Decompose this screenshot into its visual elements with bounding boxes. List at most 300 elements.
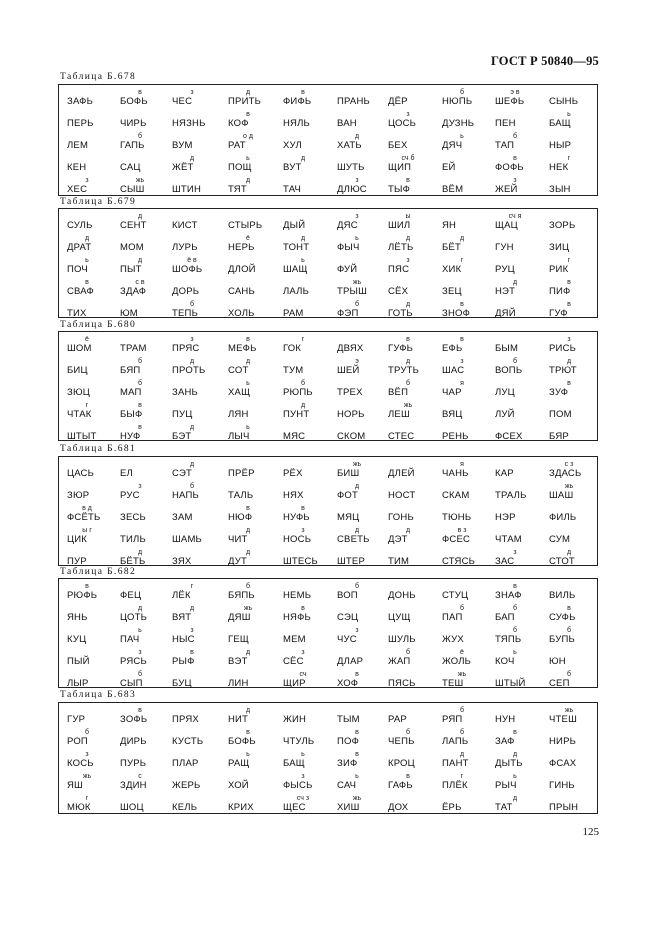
table-cell <box>493 424 547 446</box>
table-cell <box>170 111 224 133</box>
phoneme-annotation: з <box>190 336 194 343</box>
word: ЮМ <box>120 308 138 319</box>
table-cell <box>440 358 494 380</box>
word: БАП <box>495 612 515 623</box>
table-row <box>59 133 597 155</box>
table-cell <box>118 605 172 627</box>
table-cell <box>281 133 335 155</box>
word: ХУЛ <box>283 140 302 151</box>
table-cell <box>335 257 389 279</box>
table-cell <box>170 279 224 301</box>
phoneme-annotation: б <box>459 605 464 612</box>
table-cell <box>547 424 601 446</box>
table-cell <box>547 751 601 773</box>
table-cell <box>118 380 172 402</box>
table-cell <box>170 424 224 446</box>
word: ПРИТЬ <box>228 96 262 107</box>
table-row <box>59 483 597 505</box>
table-cell <box>386 627 440 649</box>
word-table <box>58 702 598 814</box>
phoneme-annotation: б <box>354 583 359 590</box>
table-cell <box>281 380 335 402</box>
table-cell <box>386 505 440 527</box>
table-cell <box>226 773 280 795</box>
word: ЖУХ <box>442 634 464 645</box>
table-row <box>59 751 597 773</box>
table-row <box>59 402 597 424</box>
phoneme-annotation: з <box>355 213 359 220</box>
word: КЕЛЬ <box>172 802 198 813</box>
word: ПОЧ <box>67 264 88 275</box>
table-cell <box>493 795 547 817</box>
word: САЧ <box>337 780 357 791</box>
word: ЛУРЬ <box>172 242 198 253</box>
word: ДОНЬ <box>388 590 416 601</box>
phoneme-annotation: д <box>84 235 90 242</box>
table-cell <box>335 671 389 693</box>
word: ГЕЩ <box>228 634 249 645</box>
word: НЫС <box>172 634 195 645</box>
table-cell <box>386 461 440 483</box>
table-cell <box>170 358 224 380</box>
word: ПРАНЬ <box>337 96 370 107</box>
word: НОСЬ <box>283 534 312 545</box>
phoneme-annotation: г <box>567 155 571 162</box>
table-cell <box>118 461 172 483</box>
table-cell <box>65 336 119 358</box>
table-cell <box>335 336 389 358</box>
word: ФСЕС <box>442 534 471 545</box>
table-cell <box>440 279 494 301</box>
word: ЗДИН <box>120 780 147 791</box>
table-cell <box>493 177 547 199</box>
table-row <box>59 235 597 257</box>
table-cell <box>440 155 494 177</box>
phoneme-annotation: з <box>513 549 517 556</box>
table-cell <box>226 301 280 323</box>
word: РЯП <box>442 714 463 725</box>
word: ТЫМ <box>337 714 360 725</box>
phoneme-annotation: б <box>512 627 517 634</box>
phoneme-annotation: в <box>567 301 571 308</box>
table-cell <box>118 729 172 751</box>
table-cell <box>281 483 335 505</box>
phoneme-annotation: г <box>85 795 89 802</box>
phoneme-annotation: з <box>301 649 305 656</box>
word: ЗАС <box>495 556 515 567</box>
word: НЯЗНЬ <box>172 118 206 129</box>
word: ПОЩ <box>228 162 252 173</box>
table-cell <box>226 177 280 199</box>
table-cell <box>170 527 224 549</box>
table-cell <box>440 483 494 505</box>
word: РЕНЬ <box>442 431 469 442</box>
word: ПАП <box>442 612 463 623</box>
table-cell <box>226 729 280 751</box>
word: ДЯС <box>337 220 358 231</box>
phoneme-annotation: з <box>355 177 359 184</box>
word: ШАМЬ <box>172 534 202 545</box>
word: ТЫФ <box>388 184 411 195</box>
phoneme-annotation: в з <box>457 527 467 534</box>
word: ПАНТ <box>442 758 469 769</box>
table-cell <box>65 257 119 279</box>
word: РОП <box>67 736 88 747</box>
word: НЫР <box>549 140 572 151</box>
table-row <box>59 627 597 649</box>
table-cell <box>335 505 389 527</box>
table-cell <box>440 380 494 402</box>
word: МАП <box>120 387 142 398</box>
table-cell <box>547 133 601 155</box>
word: НУФЬ <box>283 512 310 523</box>
word: ЛЫР <box>67 678 89 689</box>
word: ХИК <box>442 264 462 275</box>
phoneme-annotation: ё <box>246 235 250 242</box>
word: ТЯПЬ <box>495 634 522 645</box>
word: ЦАСЬ <box>67 468 95 479</box>
table-cell <box>281 605 335 627</box>
word: СКАМ <box>442 490 470 501</box>
phoneme-annotation: ь <box>138 627 142 634</box>
table-cell <box>386 358 440 380</box>
word: ЧИТ <box>228 534 248 545</box>
word: ГУФ <box>549 308 568 319</box>
word: РИСЬ <box>549 343 577 354</box>
table-cell <box>493 729 547 751</box>
word: ПОМ <box>549 409 572 420</box>
table-cell <box>335 279 389 301</box>
phoneme-annotation: жь <box>564 707 574 714</box>
word: ЛЁТЬ <box>388 242 414 253</box>
table-cell <box>65 402 119 424</box>
word: ФОТ <box>337 490 359 501</box>
word: ЩИР <box>283 678 306 689</box>
table-row <box>59 213 597 235</box>
phoneme-annotation: д <box>405 527 411 534</box>
word: ПРЯС <box>172 343 200 354</box>
table-cell <box>170 257 224 279</box>
table-cell <box>226 380 280 402</box>
word: ЧТАК <box>67 409 92 420</box>
phoneme-annotation: в <box>406 336 410 343</box>
word: МЮК <box>67 802 91 813</box>
table-cell <box>170 773 224 795</box>
phoneme-annotation: д <box>137 213 143 220</box>
phoneme-annotation: б <box>189 301 194 308</box>
table-cell <box>226 279 280 301</box>
table-cell <box>226 583 280 605</box>
word: ТРЕХ <box>337 387 363 398</box>
table-cell <box>547 773 601 795</box>
table-cell <box>281 424 335 446</box>
table-cell <box>226 358 280 380</box>
word: ГУФЬ <box>388 343 414 354</box>
word: ЧТУЛЬ <box>283 736 315 747</box>
table-title: Таблица Б.679 <box>60 197 137 207</box>
word: ФСАХ <box>549 758 577 769</box>
table-cell <box>65 527 119 549</box>
word: ВЭТ <box>228 656 248 667</box>
table-cell <box>226 751 280 773</box>
word: ТИМ <box>388 556 410 567</box>
phoneme-annotation: о д <box>243 133 253 140</box>
phoneme-annotation: б <box>512 605 517 612</box>
table-row <box>59 424 597 446</box>
table-cell <box>226 795 280 817</box>
phoneme-annotation: з <box>190 89 194 96</box>
word: ГАПЬ <box>120 140 145 151</box>
phoneme-annotation: д <box>245 549 251 556</box>
table-cell <box>118 583 172 605</box>
table-cell <box>226 461 280 483</box>
table-cell <box>335 111 389 133</box>
word: БАЩ <box>283 758 305 769</box>
table-cell <box>118 402 172 424</box>
word: ЗИЦ <box>549 242 570 253</box>
table-cell <box>281 627 335 649</box>
table-cell <box>335 549 389 571</box>
word: САНЬ <box>228 286 255 297</box>
word: САЦ <box>120 162 141 173</box>
word: ЗОФЬ <box>120 714 148 725</box>
table-cell <box>118 213 172 235</box>
phoneme-annotation: жь <box>457 671 467 678</box>
table-cell <box>170 235 224 257</box>
word: ДЭТ <box>388 534 408 545</box>
word: СЁС <box>283 656 304 667</box>
phoneme-annotation: д <box>566 358 572 365</box>
table-cell <box>281 111 335 133</box>
phoneme-annotation: б <box>459 729 464 736</box>
table-cell <box>493 155 547 177</box>
word: БЕХ <box>388 140 408 151</box>
word: ЛАПЬ <box>442 736 469 747</box>
word: СЕП <box>549 678 570 689</box>
table-cell <box>493 213 547 235</box>
phoneme-annotation: д <box>354 133 360 140</box>
table-cell <box>281 505 335 527</box>
phoneme-annotation: в <box>355 729 359 736</box>
table-cell <box>547 111 601 133</box>
word-table <box>58 578 598 688</box>
word: ФЕЦ <box>120 590 142 601</box>
word: ФОФЬ <box>495 162 524 173</box>
table-row <box>59 155 597 177</box>
phoneme-annotation: б <box>189 483 194 490</box>
table-cell <box>226 627 280 649</box>
table-cell <box>386 402 440 424</box>
table-cell <box>335 751 389 773</box>
table-cell <box>170 133 224 155</box>
phoneme-annotation: г <box>85 402 89 409</box>
word: ТЕПЬ <box>172 308 199 319</box>
phoneme-annotation: ь <box>513 773 517 780</box>
table-cell <box>226 483 280 505</box>
table-cell <box>335 177 389 199</box>
table-cell <box>65 773 119 795</box>
phoneme-annotation: г <box>190 583 194 590</box>
phoneme-annotation: в <box>513 155 517 162</box>
table-cell <box>226 257 280 279</box>
table-cell <box>493 605 547 627</box>
phoneme-annotation: э <box>355 358 359 365</box>
table-cell <box>335 461 389 483</box>
phoneme-annotation: в <box>513 583 517 590</box>
word: СОТ <box>228 365 249 376</box>
word: ДОРЬ <box>172 286 200 297</box>
phoneme-annotation: д <box>405 301 411 308</box>
table-cell <box>118 177 172 199</box>
table-cell <box>547 671 601 693</box>
word: ВОП <box>337 590 358 601</box>
word: ЗОРЬ <box>549 220 576 231</box>
table-cell <box>440 89 494 111</box>
word: ГАФЬ <box>388 780 413 791</box>
word: ГИНЬ <box>549 780 575 791</box>
table-cell <box>118 155 172 177</box>
word: ДЫЙ <box>283 220 306 231</box>
phoneme-annotation: б <box>245 583 250 590</box>
phoneme-annotation: д <box>189 358 195 365</box>
phoneme-annotation: в <box>138 707 142 714</box>
word: ДЯЙ <box>495 308 516 319</box>
table-cell <box>493 549 547 571</box>
word: ЕЙ <box>442 162 456 173</box>
word: ТАЧ <box>283 184 302 195</box>
word: МЯЦ <box>337 512 360 523</box>
phoneme-annotation: д <box>137 257 143 264</box>
word: ШАШ <box>549 490 574 501</box>
word: НЯФЬ <box>283 612 311 623</box>
table-cell <box>493 649 547 671</box>
table-cell <box>493 627 547 649</box>
word: ЦУЩ <box>388 612 411 623</box>
word: БУЦ <box>172 678 192 689</box>
word: ТАП <box>495 140 515 151</box>
phoneme-annotation: д <box>245 707 251 714</box>
table-row <box>59 583 597 605</box>
word: МОМ <box>120 242 144 253</box>
phoneme-annotation: г <box>567 257 571 264</box>
phoneme-annotation: я <box>460 461 464 468</box>
table-cell <box>547 461 601 483</box>
word: ДВЯХ <box>337 343 364 354</box>
word: СЭТ <box>172 468 192 479</box>
table-cell <box>118 505 172 527</box>
phoneme-annotation: в <box>406 773 410 780</box>
word: РАТ <box>228 140 246 151</box>
table-cell <box>170 380 224 402</box>
word: ВЁП <box>388 387 409 398</box>
table-cell <box>493 235 547 257</box>
phoneme-annotation: д <box>512 279 518 286</box>
word: ЧУС <box>337 634 357 645</box>
phoneme-annotation: д <box>405 235 411 242</box>
table-cell <box>386 527 440 549</box>
word: ЦИК <box>67 534 87 545</box>
table-cell <box>440 424 494 446</box>
word: ПРЁР <box>228 468 255 479</box>
phoneme-annotation: з <box>138 649 142 656</box>
table-cell <box>547 402 601 424</box>
table-cell <box>65 751 119 773</box>
word: ЗАФЬ <box>67 96 94 107</box>
phoneme-annotation: д <box>189 461 195 468</box>
table-cell <box>118 483 172 505</box>
table-cell <box>281 235 335 257</box>
table-cell <box>335 483 389 505</box>
phoneme-annotation: з <box>138 483 142 490</box>
word: ЩИП <box>388 162 412 173</box>
table-cell <box>170 583 224 605</box>
word: ЧЕПЬ <box>388 736 415 747</box>
table-cell <box>547 729 601 751</box>
word: ЛАЛЬ <box>283 286 310 297</box>
word: БЫФ <box>120 409 143 420</box>
word: ПЛАР <box>172 758 199 769</box>
phoneme-annotation: ь <box>85 257 89 264</box>
phoneme-annotation: б <box>405 729 410 736</box>
table-row <box>59 707 597 729</box>
word: РЫФ <box>172 656 195 667</box>
table-cell <box>118 111 172 133</box>
table-cell <box>386 336 440 358</box>
word: ТРЮТ <box>549 365 577 376</box>
word: КАР <box>495 468 514 479</box>
phoneme-annotation: в <box>460 336 464 343</box>
phoneme-annotation: д <box>566 549 572 556</box>
phoneme-annotation: д <box>245 89 251 96</box>
phoneme-annotation: з <box>190 627 194 634</box>
phoneme-annotation: б <box>137 358 142 365</box>
phoneme-annotation: д <box>512 795 518 802</box>
word: РЫЧ <box>495 780 517 791</box>
table-cell <box>170 671 224 693</box>
table-cell <box>493 461 547 483</box>
table-cell <box>65 605 119 627</box>
table-cell <box>281 279 335 301</box>
table-cell <box>65 133 119 155</box>
table-cell <box>386 380 440 402</box>
table-cell <box>118 795 172 817</box>
word: ДУЗНЬ <box>442 118 475 129</box>
phoneme-annotation: в <box>355 671 359 678</box>
table-row <box>59 795 597 817</box>
table-cell <box>386 729 440 751</box>
word: ХИШ <box>337 802 360 813</box>
table-cell <box>335 424 389 446</box>
word: ФУЙ <box>337 264 358 275</box>
table-cell <box>170 301 224 323</box>
table-cell <box>170 795 224 817</box>
word: ПРЫН <box>549 802 579 813</box>
phoneme-annotation: з <box>513 177 517 184</box>
table-cell <box>226 133 280 155</box>
phoneme-annotation: д <box>300 402 306 409</box>
table-cell <box>335 358 389 380</box>
phoneme-annotation: ы <box>405 213 411 220</box>
word: ФСЁТЬ <box>67 512 101 523</box>
phoneme-annotation: д <box>245 527 251 534</box>
phoneme-annotation: г <box>301 336 305 343</box>
word: ШТЫТ <box>67 431 97 442</box>
word: НЮФ <box>228 512 253 523</box>
table-cell <box>547 627 601 649</box>
table-cell <box>226 89 280 111</box>
word: НУН <box>495 714 516 725</box>
word: СЫШ <box>120 184 145 195</box>
